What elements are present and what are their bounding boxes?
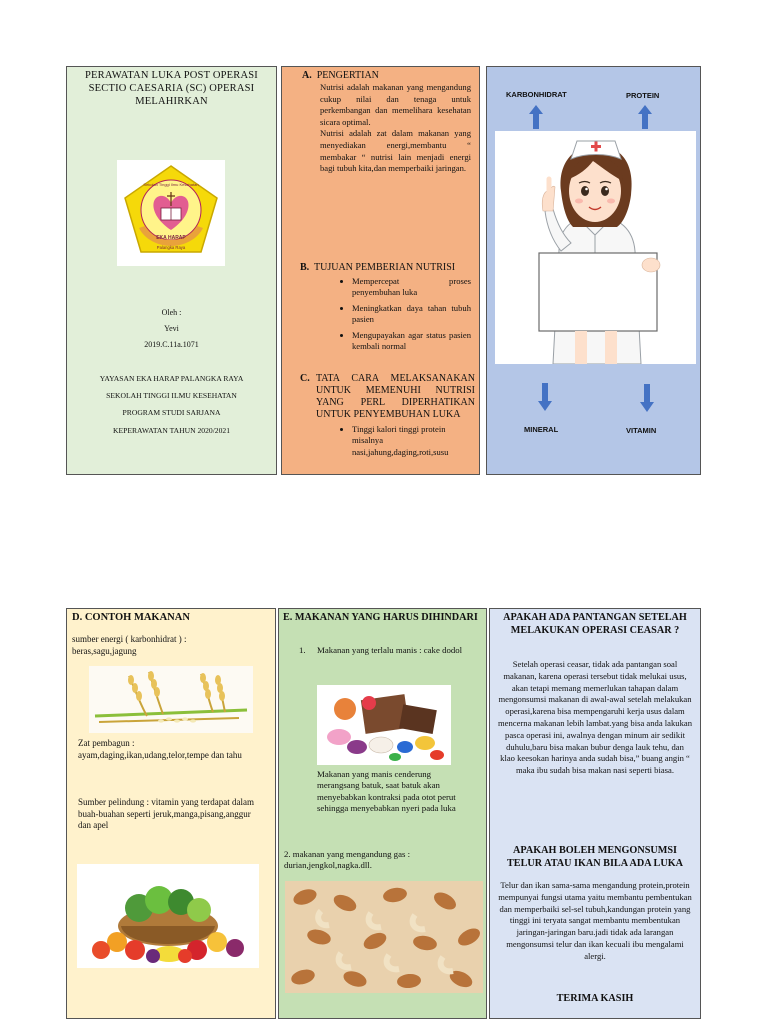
rice-wheat-icon <box>89 666 253 733</box>
question-1-heading: APAKAH ADA PANTANGAN SETELAH MELAKUKAN OPERASI CEASAR ? <box>503 612 687 636</box>
avoid-item-1 <box>299 645 469 656</box>
arrow-up-icon <box>529 105 543 129</box>
section-a-paragraph-1: Nutrisi adalah makanan yang mengandung cukup nilai dan tenaga untuk perkembangan dan memelihara kesehatan sicara optimal. <box>320 82 471 127</box>
foods-to-avoid-panel <box>278 608 487 1019</box>
protective-source-text: Sumber pelindung : vitamin yang terdapat dalam buah-buahan seperti jeruk,manga,pisang,anggur dan apel <box>78 797 254 831</box>
protein-label: PROTEIN <box>626 91 660 100</box>
nurse-illustration <box>495 131 696 364</box>
college-name: SEKOLAH TINGGI ILMU KESEHATAN <box>106 391 237 400</box>
mixed-nuts-icon <box>285 881 483 993</box>
protein-source-text: Zat pembagun : ayam,daging,ikan,udang,telor,tempe dan tahu <box>78 738 242 760</box>
college-logo-icon <box>117 160 225 266</box>
nurse-holding-sign-icon <box>495 131 696 364</box>
foundation-name: YAYASAN EKA HARAP PALANGKA RAYA <box>99 374 244 383</box>
section-b <box>300 262 471 356</box>
section-b-title: TUJUAN PEMBERIAN NUTRISI <box>314 262 456 273</box>
list-item: • Meningkatkan daya tahan tubuh pasien <box>352 303 471 326</box>
svg-text:EKA HARAP: EKA HARAP <box>156 235 186 241</box>
nuts-image <box>285 881 483 993</box>
arrow-down-icon <box>640 384 654 412</box>
nutrients-panel <box>486 66 701 475</box>
fruit-basket-icon <box>77 864 259 968</box>
food-examples-panel <box>66 608 276 1019</box>
section-c-list <box>300 424 475 458</box>
answer-2-text: Telur dan ikan sama-sama mengandung protein,protein mempunyai fungsi utama yaitu membantu pembentukan dan memperbaiki sel-sel tubuh,kandungan protein yang tinggi ini teryata sangat membantu membentukan jaringan-jaringan baru.jadi tidak ada larangan mengonsumsi telur dan ikan kecuali ibu mengalami alergi. <box>498 880 692 961</box>
vitamin-label: VITAMIN <box>626 426 657 435</box>
student-id: 2019.C.11a.1071 <box>144 340 199 349</box>
carbohydrate-label: KARBONHIDRAT <box>506 90 567 99</box>
arrow-down-icon <box>538 383 552 411</box>
sweets-image <box>317 685 451 765</box>
year-label: KEPERAWATAN TAHUN 2020/2021 <box>113 426 230 435</box>
section-d-heading: D. CONTOH MAKANAN <box>72 612 190 623</box>
section-b-letter: B. <box>300 262 310 273</box>
list-item: • Mengupayakan agar status pasien kembali normal <box>352 330 471 353</box>
arrow-up-icon <box>638 105 652 129</box>
svg-text:Palangka Raya: Palangka Raya <box>156 245 186 250</box>
avoid-item-2: 2. makanan yang mengandung gas : durian,jengkol,nagka.dll. <box>284 849 411 871</box>
section-c <box>300 373 475 462</box>
question-2-heading: APAKAH BOLEH MENGONSUMSI TELUR ATAU IKAN BILA ADA LUKA <box>507 845 683 869</box>
list-item: • Mempercepat proses penyembuhan luka <box>352 276 471 299</box>
author-name: Yevi <box>164 324 179 333</box>
fruit-vegetable-image <box>77 864 259 968</box>
section-e-heading: E. MAKANAN YANG HARUS DIHINDARI <box>283 612 478 623</box>
item-number: 1. <box>299 645 306 655</box>
svg-text:Sekolah Tinggi Ilmu Kesehatan: Sekolah Tinggi Ilmu Kesehatan <box>143 182 199 187</box>
section-a-paragraph-2: Nutrisi adalah zat dalam makanan yang menyediakan energi,membantu “ membakar “ nutrisi lain menjadi energi bagi tubuh kita,dan memperbaiki jaringan. <box>320 128 471 174</box>
mineral-label: MINERAL <box>524 425 559 434</box>
section-c-title: TATA CARA MELAKSANAKAN UNTUK MEMENUHI NUTRISI YANG PERL DIPERHATIKAN UNTUK PENYEMBUHAN LUKA <box>316 373 475 420</box>
candy-chocolate-icon <box>317 685 451 765</box>
answer-1-text: Setelah operasi ceasar, tidak ada pantangan soal makanan, karena operasi tersebut tidak melukai usus, akan tetapi memang memerlukan tahapan dalam mengonsumsi makanan di awal-awal setelah melakukan operasi,karena bisa mempengaruhi kerja usus dalam mencerna makanan lebih lambat.yang bisa anda lakukan pasca operasi ini, awalnya dengan minum air sedikit duhulu,baru bisa makan bubur denga lauk tehu, dan klao keesokan harinya anda sudah bisa,” buang angin “ maka ibu sudah bisa makan nasi seperti biasa. <box>498 659 692 776</box>
sweet-food-explanation: Makanan yang manis cenderung merangsang batuk, saat batuk akan menyebabkan kontraksi pada otot perut sehingga menyebabkan nyeri pada luka <box>317 769 456 814</box>
section-b-list <box>300 276 471 352</box>
energy-source-text: sumber energi ( karbonhidrat ) : beras,sagu,jagung <box>72 634 187 656</box>
section-a <box>302 70 471 175</box>
grain-image <box>89 666 253 733</box>
section-a-title: PENGERTIAN <box>316 70 379 81</box>
section-c-letter: C. <box>300 373 310 384</box>
list-item: • Tinggi kalori tinggi protein misalnya nasi,jahung,daging,roti,susu <box>352 424 475 458</box>
program-name: PROGRAM STUDI SARJANA <box>122 408 221 417</box>
college-logo-image <box>117 160 225 266</box>
definition-panel <box>281 66 480 475</box>
avoid-item-1-text: Makanan yang terlalu manis : cake dodol <box>317 645 463 655</box>
thank-you-text: TERIMA KASIH <box>556 993 634 1004</box>
cover-panel <box>66 66 277 475</box>
faq-panel <box>489 608 701 1019</box>
brochure-title: PERAWATAN LUKA POST OPERASI SECTIO CAESARIA (SC) OPERASI MELAHIRKAN <box>84 70 258 107</box>
section-a-letter: A. <box>302 70 312 81</box>
by-label: Oleh : <box>161 308 182 317</box>
